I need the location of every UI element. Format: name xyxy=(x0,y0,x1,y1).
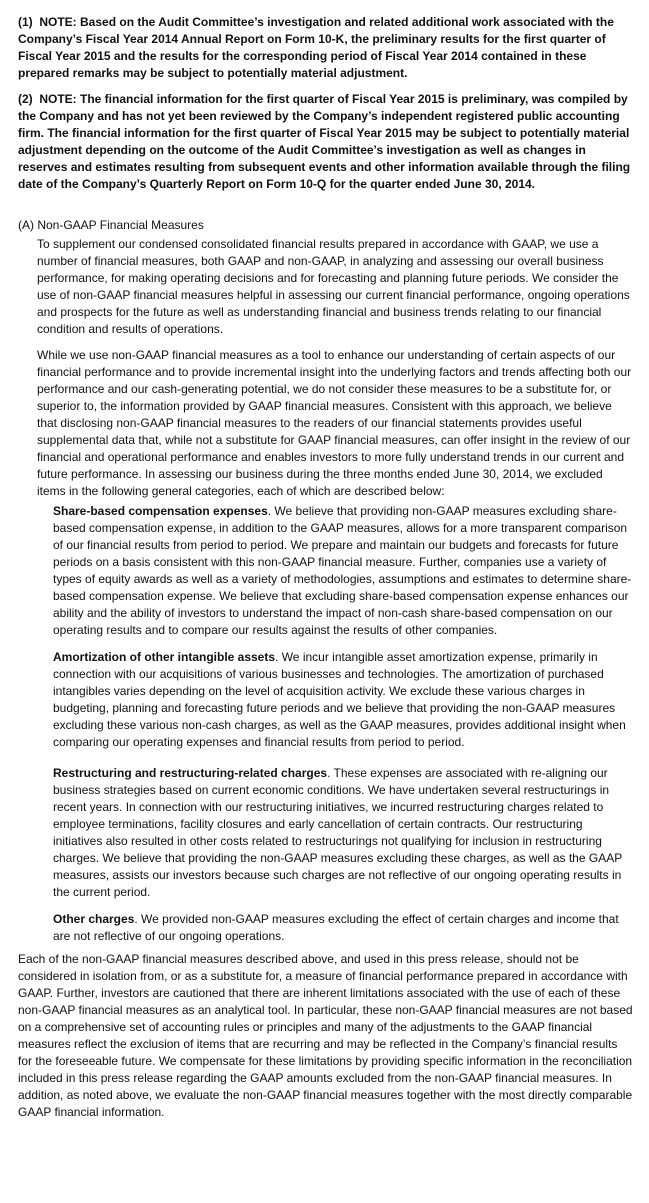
section-heading: (A) Non-GAAP Financial Measures xyxy=(18,218,204,232)
category-title: Restructuring and restructuring-related charges xyxy=(53,766,328,780)
category-title: Other charges xyxy=(53,912,135,926)
category-title: Amortization of other intangible assets xyxy=(53,650,276,664)
category-text: . We believe that providing non-GAAP measures excluding share-based compensation expense, in addition to the GAAP measures, allows for a more transparent comparison of our financial results from period to period. We prepare and maintain our budgets and forecasts for future periods on a basis consistent with this non-GAAP financial measure. Further, companies use a variety of types of equity awards as well as a variety of methodologies, assumptions and estimates to determine share-based compensation expense. We believe that excluding share-based compensation expense enhances our ability and the ability of investors to understand the impact of non-cash share-based compensation on our operating results and to compare our results against the results of other companies. xyxy=(53,504,632,637)
category-restructuring xyxy=(53,765,633,901)
note-2-label: (2) xyxy=(18,92,33,106)
category-title: Share-based compensation expenses xyxy=(53,504,268,518)
closing-paragraph: Each of the non-GAAP financial measures described above, and used in this press release, should not be considered in isolation from, or as a substitute for, a measure of financial performance prepared in accordance with GAAP. Further, investors are cautioned that there are inherent limitations associated with the use of each of these non-GAAP financial measures as an analytical tool. In particular, these non-GAAP financial measures are not based on a comprehensive set of accounting rules or principles and many of the adjustments to the GAAP financial measures reflect the exclusion of items that are recurring and may be reflected in the Company’s financial results for the foreseeable future. We compensate for these limitations by providing specific information in the reconciliation included in this press release regarding the GAAP amounts excluded from the non-GAAP financial measures. In addition, as noted above, we evaluate the non-GAAP financial measures together with the most directly comparable GAAP financial information. xyxy=(18,952,633,1119)
category-amortization xyxy=(53,649,633,751)
note-1-label: (1) xyxy=(18,15,33,29)
category-text: . We provided non-GAAP measures excluding the effect of certain charges and income that are not reflective of our ongoing operations. xyxy=(53,912,619,943)
intro-paragraph-2: While we use non-GAAP financial measures as a tool to enhance our understanding of certain aspects of our financial performance and to provide incremental insight into the underlying factors and trends affecting both our performance and our cash-generating potential, we do not consider these measures to be a substitute for, or superior to, the information provided by GAAP financial measures. Consistent with this approach, we believe that disclosing non-GAAP financial measures to the readers of our financial statements provides useful supplemental data that, while not a substitute for GAAP financial measures, can offer insight in the review of our financial and operational performance and enables investors to more fully understand trends in our current and future performance. In assessing our business during the three months ended June 30, 2014, we excluded items in the following general categories, each of which are described below: xyxy=(37,348,632,498)
note-2-text: NOTE: The financial information for the first quarter of Fiscal Year 2015 is preliminary, was compiled by the Company and has not yet been reviewed by the Company’s independent registered public accounting firm. The financial information for the first quarter of Fiscal Year 2015 may be subject to potentially material adjustment depending on the outcome of the Audit Committee’s investigation as well as changes in reserves and estimates resulting from subsequent events and other information available through the filing date of the Company’s Quarterly Report on Form 10-Q for the quarter ended June 30, 2014. xyxy=(18,92,631,191)
note-2 xyxy=(18,91,633,193)
intro-paragraph-1: To supplement our condensed consolidated financial results prepared in accordance with GAAP, we use a number of financial measures, both GAAP and non-GAAP, in analyzing and assessing our overall business performance, for making operating decisions and for forecasting and planning future periods. We consider the use of non-GAAP financial measures helpful in assessing our current financial performance, ongoing operations and prospects for the future as well as understanding financial and business trends relating to our financial condition and results of operations. xyxy=(37,237,630,336)
note-1-text: NOTE: Based on the Audit Committee’s investigation and related additional work associated with the Company’s Fiscal Year 2014 Annual Report on Form 10-K, the preliminary results for the first quarter of Fiscal Year 2015 and the results for the corresponding period of Fiscal Year 2014 contained in these prepared remarks may be subject to potentially material adjustment. xyxy=(18,15,614,80)
category-text: . We incur intangible asset amortization expense, primarily in connection with our acquisitions of various businesses and technologies. The amortization of purchased intangibles varies depending on the level of acquisition activity. We exclude these various charges in budgeting, planning and forecasting future periods and we believe that providing the non-GAAP measures excluding these various non-cash charges, as well as the GAAP measures, provides additional insight when comparing our operating expenses and financial results from period to period. xyxy=(53,650,626,749)
category-text: . These expenses are associated with re-aligning our business strategies based on current economic conditions. We have undertaken several restructurings in recent years. In connection with our restructuring initiatives, we incurred restructuring charges related to employee terminations, facility closures and early cancellation of certain contracts. Our restructuring initiatives also resulted in other costs related to restructurings not qualifying for inclusion in restructuring charges. We believe that providing the non-GAAP measures excluding these charges, as well as the GAAP measures, assists our investors because such charges are not reflective of our ongoing operating results in the current period. xyxy=(53,766,622,899)
category-share-based-compensation xyxy=(53,503,633,639)
note-1 xyxy=(18,14,633,82)
category-other-charges xyxy=(53,911,633,945)
